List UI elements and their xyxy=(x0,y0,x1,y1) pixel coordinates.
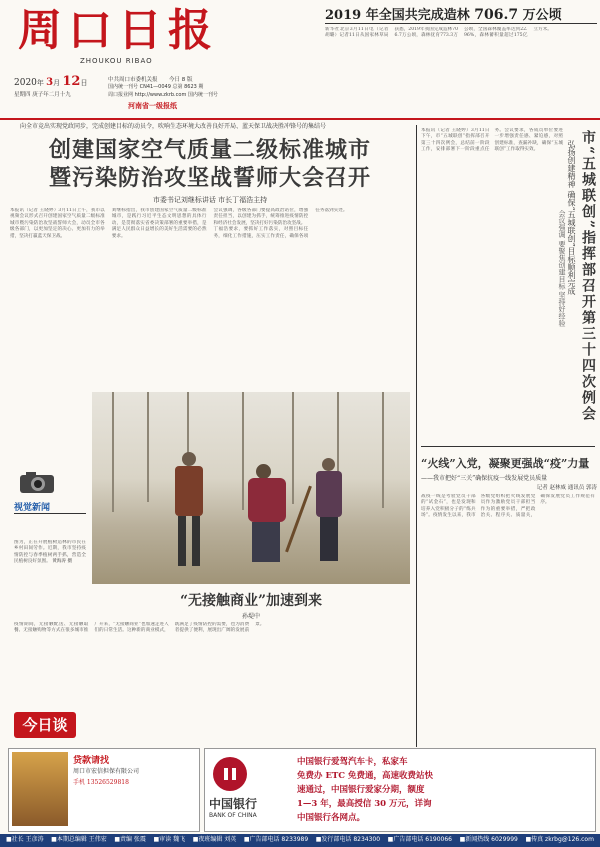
loan-ad-company: 周口市宏信担保有限公司 xyxy=(73,768,140,775)
date-block: 2020年 3月 12日 xyxy=(14,74,88,89)
footer-item: ■夜班编辑 刘英 xyxy=(192,836,237,843)
footer-item: ■新闻热线 6029999 xyxy=(459,836,518,843)
column-article-title: “无接触商业”加速到来 xyxy=(179,593,323,609)
person-left xyxy=(172,452,206,572)
loan-ad-title: 贷款请找 xyxy=(73,756,110,766)
person-middle xyxy=(242,464,302,574)
today-talk-logo: 今日谈 xyxy=(14,712,76,738)
right-body: 本报讯（记者 王晓婷）3月11日下午，市“五城联创”指挥部召开第三十四次例会，总结前一阶段工作，安排部署下一阶段重点任务。会议要求，各成员单位要进一步增强责任感、紧迫感，对照创建标准，查漏补缺，确保“五城联创”工作取得实效。 xyxy=(421,128,563,153)
loan-ad-image xyxy=(12,752,68,826)
camera-icon xyxy=(18,470,56,494)
bank-ad-text: 中国银行爱驾汽车卡，私家车 免费办 ETC 免费通，高速收费站快 速通过，中国银行爱家分期，额度 1—3 年，最高授信 30 万元，详询 中国银行各网点。 xyxy=(297,757,433,823)
url-line: 周口报业网 http://www.zkrb.com 国内统一刊号 xyxy=(108,92,218,98)
footer-item: ■广告部电话 8233989 xyxy=(243,836,309,843)
bank-logo-icon xyxy=(213,757,247,791)
date-year: 2020 xyxy=(14,78,37,88)
second-right-title: “火线”入党，凝聚更强战“疫”力量 xyxy=(421,457,590,470)
bank-name-en: BANK OF CHINA xyxy=(209,812,257,819)
weekday-line: 星期四 庚子年二月十九 xyxy=(14,92,71,98)
column-article-body: 疫情期间，无接触配送、无接触取餐、无接触购物等方式在很多城市推广开来，“无接触商业”也加速走进人们的日常生活。这种新的商业模式，既满足了疫情防控的需要，也为消费者提供了便利，展现出广阔的发展前景。 xyxy=(14,622,265,634)
main-photo xyxy=(92,392,410,584)
footer-item: ■发行部电话 8234300 xyxy=(315,836,381,843)
column-divider xyxy=(416,125,417,747)
second-right-body: 战疫一线是考验党员干部的“试金石”，也是发现和培养入党积极分子的“练兵场”。疫情发生以来，我市各级党组织把火线发展党员作为激励党员干部担当作为的重要举措，严把政治关、程序关、质量关，确保发展党员工作规范有序。 xyxy=(421,494,595,519)
photo-credit: 黄海涛 摄 xyxy=(52,559,73,565)
masthead-title: 周口日报 xyxy=(18,5,218,56)
main-headline-line2: 暨污染防治攻坚战誓师大会召开 xyxy=(48,165,371,191)
footer-item: ■广告部电话 6190066 xyxy=(387,836,452,843)
right-headline: 市“五城联创”指挥部召开第三十四次例会 xyxy=(580,130,596,423)
right-headline-sub: 弘扬创建精神 确保“五城联创”目标顺利完成 xyxy=(567,140,576,295)
footer-item: ■审读 魏飞 xyxy=(153,836,186,843)
main-body: 本报讯（记者 王晓婷）3月11日上午，我市以视频会议形式召开创建国家空气质量二级标准城市暨污染防治攻坚战誓师大会，动员全市各级各部门，以更加坚定的决心、更加有力的举措，坚决打赢蓝天保卫战。 刘继标指出，我市创建国家空气质量二级标准城市，是践行习近平生态文明思想的具体行动，是贯彻落实省委决策部署的重要举措，是满足人民群众日益增长的美好生活需要的必然要求。 会议强调，各级各部门要提高政治站位，增强责任担当，以创建为抓手，统筹推进疫情防控和经济社会发展，坚决打好污染防治攻坚战。 丁福浩要求，要抓好工作落实，对照目标任务，细化工作措施，压实工作责任，确保各项任务落到实处。 xyxy=(10,208,348,239)
footer-item: ■责编 张震 xyxy=(114,836,146,843)
date-day: 12 xyxy=(62,74,81,89)
issue-line: 国内统一刊号 CN41—0049 总第 8623 期 xyxy=(108,84,204,90)
footer-item: ■本期总编辑 王伟宏 xyxy=(51,836,107,843)
footer-bar xyxy=(0,834,600,847)
visual-news-label: 视觉新闻 xyxy=(14,503,51,513)
bank-ad xyxy=(204,748,596,832)
bank-name: 中国银行 xyxy=(209,797,258,811)
main-headline-subtitle: 市委书记刘继标讲话 市长丁福浩主持 xyxy=(152,196,268,204)
footer-item: ■传真 zkrbg@126.com xyxy=(525,836,594,843)
top-headline-rule xyxy=(325,23,597,24)
top-headline-number: 706.7 xyxy=(474,7,519,23)
loan-ad-phone: 手机 13526529818 xyxy=(73,779,129,786)
right-section-rule xyxy=(421,446,595,447)
photo-caption: 图为，正在开展植树造林的市民在乡村田间劳作。近期，我市坚持疫情防控与春季植树两手抓，营造全民植树良好氛围。 黄海涛 摄 xyxy=(14,540,86,565)
masthead-pinyin: ZHOUKOU RIBAO xyxy=(80,57,153,65)
banner-text: 向全市竞出实现党政同步，完成创建目标的动员令，吹响生态环境大改善良好开局、蓝天保卫战决胜冲锋号的集结号 xyxy=(20,123,327,130)
date-month: 3 xyxy=(46,77,54,88)
loan-ad xyxy=(8,748,200,832)
publisher: 中共周口市委机关报 xyxy=(108,77,158,83)
top-headline-body: 新华社北京3月11日电（记者胡璐）记者11日从国家林草局获悉，2019年我国完成造林706.7万公顷，森林抚育773.3万公顷，全国森林覆盖率达到22.96%，森林蓄积量超过175亿立方米。 xyxy=(325,27,552,39)
level-badge: 河南省一级报纸 xyxy=(128,101,177,110)
footer-item: ■社长 王彦涛 xyxy=(6,836,44,843)
banner-rule-top xyxy=(0,118,600,120)
main-headline-line1: 创建国家空气质量二级标准城市 xyxy=(48,137,371,163)
second-right-byline: 记者 赵林威 通讯员 郭涛 xyxy=(536,485,597,491)
top-headline: 2019 年全国共完成造林 706.7 万公顷 xyxy=(325,7,562,23)
visual-news-rule xyxy=(14,513,86,514)
person-right xyxy=(314,458,344,568)
column-article-author: 孙堤中 xyxy=(241,613,260,620)
edition-count: 今日 8 版 xyxy=(169,77,193,83)
right-headline-tag: 会议强调 要聚焦创建目标 坚持好经验 xyxy=(558,210,566,327)
second-right-subtitle: ——我市把好“三关”确保抗疫一线发展党员质量 xyxy=(421,475,548,482)
publisher-line xyxy=(108,75,193,83)
